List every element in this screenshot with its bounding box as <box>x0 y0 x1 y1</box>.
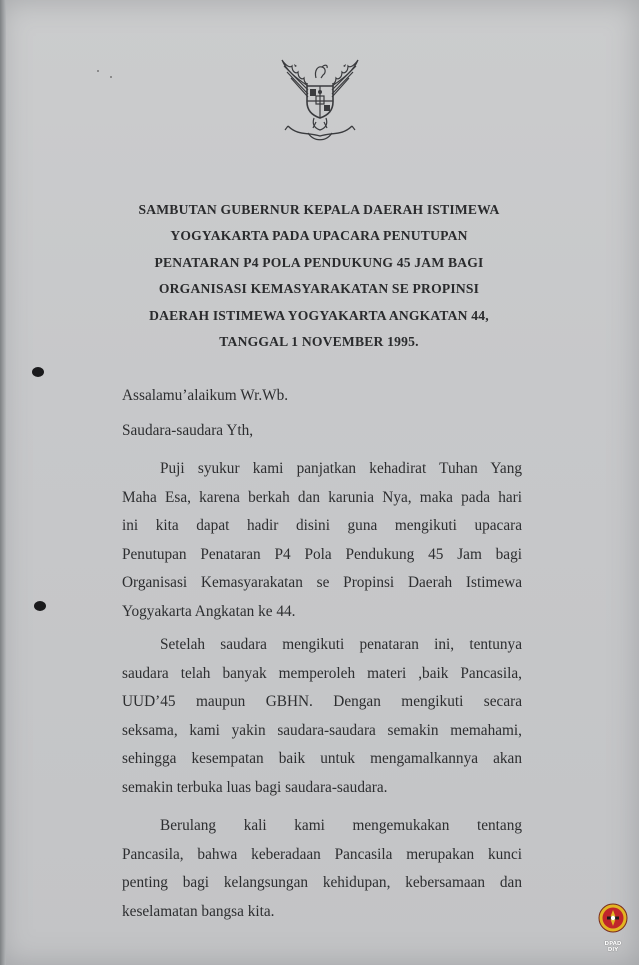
paragraph-3 <box>122 812 522 926</box>
paper-speck <box>110 76 112 78</box>
speech-title <box>100 197 538 355</box>
paper-speck <box>97 70 99 72</box>
title-line: YOGYAKARTA PADA UPACARA PENUTUPAN <box>170 228 468 244</box>
page-edge-shadow <box>0 0 6 965</box>
text-line: Berulang kali kami mengemukakan tentang <box>160 817 522 834</box>
title-line: ORGANISASI KEMASYARAKATAN SE PROPINSI <box>158 281 480 297</box>
text-line: seksama, kami yakin saudara-saudara semakin memahami, <box>122 721 522 739</box>
text-line: Organisasi Kemasyarakatan se Propinsi Daerah Istimewa <box>122 574 522 592</box>
punch-hole <box>32 367 44 377</box>
title-line: TANGGAL 1 NOVEMBER 1995. <box>219 334 419 350</box>
dpad-diy-stamp <box>595 902 631 958</box>
text-line: saudara telah banyak memperoleh materi ,baik Pancasila, <box>122 664 522 682</box>
text-line: Puji syukur kami panjatkan kehadirat Tuhan Yang <box>160 460 522 477</box>
text-line: Penutupan Penataran P4 Pola Pendukung 45 Jam bagi <box>122 545 522 563</box>
dpad-logo-icon <box>597 902 629 936</box>
paragraph-2 <box>122 631 522 803</box>
text-line: semakin terbuka luas bagi saudara-saudara. <box>122 778 388 796</box>
paragraph-1 <box>122 455 522 627</box>
text-line: Pancasila, bahwa keberadaan Pancasila merupakan kunci <box>122 845 522 863</box>
text-line: penting bagi kelangsungan kehidupan, kebersamaan dan <box>122 874 522 892</box>
stamp-label: DPAD <box>604 941 622 947</box>
text-line: keselamatan bangsa kita. <box>122 902 275 920</box>
text-line: sehingga kesempatan baik untuk mengamalkannya akan <box>122 750 522 768</box>
greeting: Assalamu’alaikum Wr.Wb. <box>122 387 289 404</box>
text-line: Setelah saudara mengikuti penataran ini, tentunya <box>160 636 522 653</box>
title-line: DAERAH ISTIMEWA YOGYAKARTA ANGKATAN 44, <box>149 307 489 323</box>
stamp-label: DIY <box>607 947 619 953</box>
garuda-emblem-icon <box>278 56 362 146</box>
address-line: Saudara-saudara Yth, <box>122 422 254 439</box>
text-line: Yogyakarta Angkatan ke 44. <box>122 602 296 620</box>
text-line: UUD’45 maupun GBHN. Dengan mengikuti secara <box>122 693 522 711</box>
punch-hole <box>34 601 46 611</box>
title-line: PENATARAN P4 POLA PENDUKUNG 45 JAM BAGI <box>154 254 484 270</box>
text-line: Maha Esa, karena berkah dan karunia Nya, maka pada hari <box>122 488 522 506</box>
text-line: ini kita dapat hadir disini guna mengikuti upacara <box>122 517 522 535</box>
title-line: SAMBUTAN GUBERNUR KEPALA DAERAH ISTIMEWA <box>138 202 500 217</box>
